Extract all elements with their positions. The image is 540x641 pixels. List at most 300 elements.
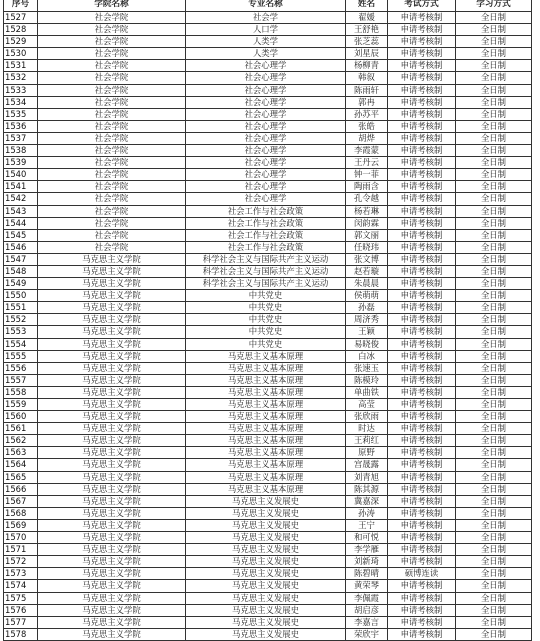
cell-no: 1578 [4, 628, 38, 640]
cell-no: 1570 [4, 532, 38, 544]
cell-name: 李学雁 [346, 544, 388, 556]
table-row [4, 48, 532, 60]
cell-study-type: 全日制 [456, 36, 532, 48]
cell-major: 社会心理学 [186, 157, 346, 169]
cell-name: 黄荣琴 [346, 580, 388, 592]
cell-college: 马克思主义学院 [38, 290, 186, 302]
table-row [4, 628, 532, 640]
cell-study-type: 全日制 [456, 314, 532, 326]
cell-name: 郭文丽 [346, 229, 388, 241]
cell-no: 1564 [4, 459, 38, 471]
cell-major: 马克思主义基本原理 [186, 435, 346, 447]
cell-study-type: 全日制 [456, 72, 532, 84]
cell-exam-mode: 申请考核制 [388, 302, 456, 314]
cell-no: 1558 [4, 386, 38, 398]
cell-name: 周济秀 [346, 314, 388, 326]
cell-name: 陈其源 [346, 483, 388, 495]
cell-study-type: 全日制 [456, 628, 532, 640]
cell-major: 马克思主义发展史 [186, 507, 346, 519]
cell-college: 社会学院 [38, 108, 186, 120]
cell-college: 社会学院 [38, 12, 186, 24]
cell-study-type: 全日制 [456, 145, 532, 157]
cell-college: 马克思主义学院 [38, 604, 186, 616]
cell-college: 马克思主义学院 [38, 253, 186, 265]
cell-college: 马克思主义学院 [38, 592, 186, 604]
cell-no: 1538 [4, 145, 38, 157]
cell-exam-mode: 申请考核制 [388, 229, 456, 241]
cell-college: 社会学院 [38, 217, 186, 229]
cell-exam-mode: 申请考核制 [388, 350, 456, 362]
cell-name: 胡烨 [346, 132, 388, 144]
table-row [4, 350, 532, 362]
cell-exam-mode: 申请考核制 [388, 532, 456, 544]
cell-exam-mode: 申请考核制 [388, 314, 456, 326]
cell-major: 人口学 [186, 24, 346, 36]
cell-major: 马克思主义发展史 [186, 544, 346, 556]
cell-exam-mode: 申请考核制 [388, 181, 456, 193]
cell-exam-mode: 申请考核制 [388, 265, 456, 277]
cell-study-type: 全日制 [456, 241, 532, 253]
cell-exam-mode: 申请考核制 [388, 604, 456, 616]
cell-college: 社会学院 [38, 120, 186, 132]
cell-name: 赵若璇 [346, 265, 388, 277]
cell-study-type: 全日制 [456, 556, 532, 568]
cell-exam-mode: 申请考核制 [388, 544, 456, 556]
cell-no: 1553 [4, 326, 38, 338]
table-row [4, 217, 532, 229]
cell-name: 刘青旭 [346, 471, 388, 483]
cell-name: 陈模玲 [346, 374, 388, 386]
cell-no: 1568 [4, 507, 38, 519]
cell-exam-mode: 申请考核制 [388, 495, 456, 507]
cell-exam-mode: 申请考核制 [388, 193, 456, 205]
cell-name: 宫晟露 [346, 459, 388, 471]
cell-college: 马克思主义学院 [38, 544, 186, 556]
cell-no: 1537 [4, 132, 38, 144]
cell-study-type: 全日制 [456, 326, 532, 338]
cell-name: 孔令越 [346, 193, 388, 205]
table-row [4, 157, 532, 169]
cell-study-type: 全日制 [456, 592, 532, 604]
table-row [4, 205, 532, 217]
cell-college: 社会学院 [38, 96, 186, 108]
cell-name: 原野 [346, 447, 388, 459]
header-major: 专业名称 [186, 0, 346, 12]
cell-college: 社会学院 [38, 157, 186, 169]
cell-no: 1555 [4, 350, 38, 362]
cell-exam-mode: 申请考核制 [388, 519, 456, 531]
cell-exam-mode: 申请考核制 [388, 60, 456, 72]
cell-major: 马克思主义基本原理 [186, 423, 346, 435]
cell-name: 杨若琳 [346, 205, 388, 217]
cell-name: 孙苏平 [346, 108, 388, 120]
cell-major: 人类学 [186, 36, 346, 48]
cell-major: 马克思主义发展史 [186, 556, 346, 568]
cell-study-type: 全日制 [456, 96, 532, 108]
cell-name: 李嘉言 [346, 616, 388, 628]
cell-major: 社会心理学 [186, 60, 346, 72]
cell-no: 1571 [4, 544, 38, 556]
cell-major: 中共党史 [186, 326, 346, 338]
cell-exam-mode: 申请考核制 [388, 592, 456, 604]
cell-major: 马克思主义基本原理 [186, 459, 346, 471]
cell-college: 社会学院 [38, 241, 186, 253]
cell-study-type: 全日制 [456, 507, 532, 519]
cell-college: 马克思主义学院 [38, 628, 186, 640]
table-row [4, 193, 532, 205]
table-row [4, 290, 532, 302]
cell-major: 马克思主义发展史 [186, 532, 346, 544]
cell-exam-mode: 申请考核制 [388, 241, 456, 253]
cell-major: 马克思主义发展史 [186, 519, 346, 531]
cell-study-type: 全日制 [456, 12, 532, 24]
cell-exam-mode: 申请考核制 [388, 459, 456, 471]
cell-college: 社会学院 [38, 60, 186, 72]
cell-no: 1577 [4, 616, 38, 628]
cell-study-type: 全日制 [456, 205, 532, 217]
table-row [4, 423, 532, 435]
cell-college: 马克思主义学院 [38, 278, 186, 290]
cell-exam-mode: 申请考核制 [388, 108, 456, 120]
cell-college: 马克思主义学院 [38, 519, 186, 531]
cell-no: 1560 [4, 411, 38, 423]
cell-no: 1535 [4, 108, 38, 120]
table-row [4, 278, 532, 290]
cell-study-type: 全日制 [456, 24, 532, 36]
cell-exam-mode: 申请考核制 [388, 507, 456, 519]
cell-study-type: 全日制 [456, 193, 532, 205]
cell-no: 1576 [4, 604, 38, 616]
cell-major: 中共党史 [186, 314, 346, 326]
cell-name: 钟一菲 [346, 169, 388, 181]
cell-exam-mode: 申请考核制 [388, 374, 456, 386]
cell-no: 1527 [4, 12, 38, 24]
cell-no: 1563 [4, 447, 38, 459]
cell-exam-mode: 申请考核制 [388, 423, 456, 435]
cell-college: 社会学院 [38, 36, 186, 48]
table-header-row [4, 0, 532, 12]
cell-name: 荣欣宇 [346, 628, 388, 640]
cell-name: 闵韵霖 [346, 217, 388, 229]
cell-exam-mode: 申请考核制 [388, 169, 456, 181]
cell-college: 马克思主义学院 [38, 616, 186, 628]
cell-major: 社会心理学 [186, 120, 346, 132]
table-body [4, 12, 532, 641]
cell-name: 陶雨含 [346, 181, 388, 193]
cell-study-type: 全日制 [456, 108, 532, 120]
cell-exam-mode: 申请考核制 [388, 580, 456, 592]
table-row [4, 72, 532, 84]
cell-college: 社会学院 [38, 193, 186, 205]
cell-exam-mode: 申请考核制 [388, 471, 456, 483]
cell-major: 马克思主义基本原理 [186, 483, 346, 495]
cell-no: 1575 [4, 592, 38, 604]
cell-study-type: 全日制 [456, 278, 532, 290]
table-row [4, 265, 532, 277]
table-row [4, 145, 532, 157]
table-row [4, 84, 532, 96]
cell-no: 1534 [4, 96, 38, 108]
cell-no: 1545 [4, 229, 38, 241]
cell-name: 孙磊 [346, 302, 388, 314]
table-row [4, 229, 532, 241]
cell-major: 马克思主义基本原理 [186, 447, 346, 459]
table-row [4, 253, 532, 265]
cell-no: 1530 [4, 48, 38, 60]
cell-major: 社会心理学 [186, 132, 346, 144]
table-row [4, 108, 532, 120]
cell-college: 社会学院 [38, 169, 186, 181]
cell-study-type: 全日制 [456, 447, 532, 459]
cell-exam-mode: 申请考核制 [388, 278, 456, 290]
cell-study-type: 全日制 [456, 616, 532, 628]
cell-exam-mode: 申请考核制 [388, 84, 456, 96]
cell-college: 社会学院 [38, 145, 186, 157]
cell-college: 马克思主义学院 [38, 326, 186, 338]
cell-exam-mode: 申请考核制 [388, 616, 456, 628]
cell-major: 社会心理学 [186, 72, 346, 84]
cell-name: 王舒艳 [346, 24, 388, 36]
cell-name: 张皓 [346, 120, 388, 132]
table-row [4, 568, 532, 580]
table-row [4, 507, 532, 519]
cell-no: 1569 [4, 519, 38, 531]
cell-major: 马克思主义发展史 [186, 568, 346, 580]
table-row [4, 386, 532, 398]
cell-college: 社会学院 [38, 72, 186, 84]
cell-study-type: 全日制 [456, 483, 532, 495]
cell-no: 1531 [4, 60, 38, 72]
cell-major: 社会工作与社会政策 [186, 205, 346, 217]
cell-no: 1561 [4, 423, 38, 435]
cell-major: 社会工作与社会政策 [186, 217, 346, 229]
cell-exam-mode: 申请考核制 [388, 447, 456, 459]
table-row [4, 96, 532, 108]
cell-study-type: 全日制 [456, 84, 532, 96]
cell-college: 马克思主义学院 [38, 568, 186, 580]
table-row [4, 132, 532, 144]
cell-major: 社会心理学 [186, 108, 346, 120]
cell-college: 马克思主义学院 [38, 495, 186, 507]
cell-college: 马克思主义学院 [38, 580, 186, 592]
cell-exam-mode: 硕博连读 [388, 568, 456, 580]
table-row [4, 181, 532, 193]
cell-study-type: 全日制 [456, 435, 532, 447]
cell-name: 王莉红 [346, 435, 388, 447]
cell-no: 1548 [4, 265, 38, 277]
cell-study-type: 全日制 [456, 350, 532, 362]
cell-exam-mode: 申请考核制 [388, 145, 456, 157]
cell-major: 科学社会主义与国际共产主义运动 [186, 278, 346, 290]
cell-major: 马克思主义基本原理 [186, 411, 346, 423]
cell-exam-mode: 申请考核制 [388, 24, 456, 36]
cell-name: 侯萌萌 [346, 290, 388, 302]
table-row [4, 314, 532, 326]
cell-study-type: 全日制 [456, 60, 532, 72]
cell-no: 1556 [4, 362, 38, 374]
cell-college: 社会学院 [38, 181, 186, 193]
cell-major: 马克思主义发展史 [186, 616, 346, 628]
cell-study-type: 全日制 [456, 411, 532, 423]
cell-study-type: 全日制 [456, 217, 532, 229]
cell-name: 王丹云 [346, 157, 388, 169]
cell-college: 马克思主义学院 [38, 362, 186, 374]
cell-exam-mode: 申请考核制 [388, 36, 456, 48]
cell-no: 1539 [4, 157, 38, 169]
cell-major: 社会工作与社会政策 [186, 241, 346, 253]
cell-no: 1573 [4, 568, 38, 580]
table-row [4, 592, 532, 604]
cell-name: 张欣雨 [346, 411, 388, 423]
cell-no: 1562 [4, 435, 38, 447]
cell-major: 马克思主义基本原理 [186, 386, 346, 398]
table-row [4, 483, 532, 495]
cell-no: 1543 [4, 205, 38, 217]
cell-exam-mode: 申请考核制 [388, 338, 456, 350]
table-row [4, 338, 532, 350]
cell-name: 杨柳青 [346, 60, 388, 72]
table-row [4, 580, 532, 592]
cell-no: 1547 [4, 253, 38, 265]
table-row [4, 169, 532, 181]
cell-major: 马克思主义发展史 [186, 580, 346, 592]
cell-college: 马克思主义学院 [38, 399, 186, 411]
cell-no: 1528 [4, 24, 38, 36]
cell-study-type: 全日制 [456, 386, 532, 398]
cell-study-type: 全日制 [456, 362, 532, 374]
cell-exam-mode: 申请考核制 [388, 411, 456, 423]
cell-no: 1565 [4, 471, 38, 483]
cell-major: 社会学 [186, 12, 346, 24]
cell-major: 中共党史 [186, 290, 346, 302]
cell-name: 张芝蕊 [346, 36, 388, 48]
cell-no: 1549 [4, 278, 38, 290]
cell-no: 1551 [4, 302, 38, 314]
cell-study-type: 全日制 [456, 568, 532, 580]
cell-college: 社会学院 [38, 229, 186, 241]
table-row [4, 447, 532, 459]
cell-major: 社会工作与社会政策 [186, 229, 346, 241]
table-row [4, 459, 532, 471]
cell-exam-mode: 申请考核制 [388, 157, 456, 169]
cell-major: 社会心理学 [186, 193, 346, 205]
table-row [4, 532, 532, 544]
cell-name: 刘星辰 [346, 48, 388, 60]
cell-college: 马克思主义学院 [38, 423, 186, 435]
cell-college: 马克思主义学院 [38, 374, 186, 386]
cell-name: 白冰 [346, 350, 388, 362]
cell-name: 任晓玮 [346, 241, 388, 253]
cell-name: 和可悦 [346, 532, 388, 544]
cell-college: 马克思主义学院 [38, 447, 186, 459]
cell-college: 马克思主义学院 [38, 471, 186, 483]
cell-exam-mode: 申请考核制 [388, 556, 456, 568]
table-row [4, 374, 532, 386]
cell-college: 社会学院 [38, 132, 186, 144]
cell-no: 1550 [4, 290, 38, 302]
cell-name: 易晓俊 [346, 338, 388, 350]
cell-major: 马克思主义发展史 [186, 604, 346, 616]
cell-major: 中共党史 [186, 338, 346, 350]
table-row [4, 616, 532, 628]
cell-college: 马克思主义学院 [38, 435, 186, 447]
cell-no: 1574 [4, 580, 38, 592]
cell-name: 郭冉 [346, 96, 388, 108]
cell-college: 马克思主义学院 [38, 265, 186, 277]
cell-exam-mode: 申请考核制 [388, 362, 456, 374]
cell-major: 社会心理学 [186, 169, 346, 181]
cell-major: 马克思主义基本原理 [186, 471, 346, 483]
cell-no: 1541 [4, 181, 38, 193]
cell-exam-mode: 申请考核制 [388, 12, 456, 24]
cell-name: 王宁 [346, 519, 388, 531]
cell-college: 社会学院 [38, 84, 186, 96]
cell-study-type: 全日制 [456, 471, 532, 483]
table-row [4, 24, 532, 36]
cell-study-type: 全日制 [456, 120, 532, 132]
cell-no: 1572 [4, 556, 38, 568]
cell-exam-mode: 申请考核制 [388, 399, 456, 411]
cell-college: 马克思主义学院 [38, 459, 186, 471]
cell-study-type: 全日制 [456, 532, 532, 544]
cell-no: 1546 [4, 241, 38, 253]
cell-major: 马克思主义基本原理 [186, 350, 346, 362]
cell-study-type: 全日制 [456, 459, 532, 471]
cell-no: 1529 [4, 36, 38, 48]
cell-college: 马克思主义学院 [38, 386, 186, 398]
cell-exam-mode: 申请考核制 [388, 483, 456, 495]
cell-name: 陈雨轩 [346, 84, 388, 96]
cell-major: 马克思主义发展史 [186, 592, 346, 604]
cell-major: 社会心理学 [186, 145, 346, 157]
cell-name: 刘新琦 [346, 556, 388, 568]
cell-study-type: 全日制 [456, 604, 532, 616]
cell-name: 单曲铁 [346, 386, 388, 398]
cell-no: 1542 [4, 193, 38, 205]
cell-name: 胡启彦 [346, 604, 388, 616]
cell-no: 1532 [4, 72, 38, 84]
cell-major: 科学社会主义与国际共产主义运动 [186, 265, 346, 277]
cell-study-type: 全日制 [456, 544, 532, 556]
cell-college: 马克思主义学院 [38, 411, 186, 423]
cell-exam-mode: 申请考核制 [388, 96, 456, 108]
table-row [4, 241, 532, 253]
cell-study-type: 全日制 [456, 181, 532, 193]
cell-major: 社会心理学 [186, 181, 346, 193]
cell-major: 人类学 [186, 48, 346, 60]
cell-study-type: 全日制 [456, 265, 532, 277]
table-row [4, 604, 532, 616]
cell-college: 马克思主义学院 [38, 507, 186, 519]
cell-exam-mode: 申请考核制 [388, 435, 456, 447]
cell-name: 冀嘉深 [346, 495, 388, 507]
cell-major: 马克思主义发展史 [186, 628, 346, 640]
cell-name: 韩叙 [346, 72, 388, 84]
cell-exam-mode: 申请考核制 [388, 217, 456, 229]
cell-major: 科学社会主义与国际共产主义运动 [186, 253, 346, 265]
cell-exam-mode: 申请考核制 [388, 386, 456, 398]
table-row [4, 12, 532, 24]
cell-college: 马克思主义学院 [38, 483, 186, 495]
cell-exam-mode: 申请考核制 [388, 132, 456, 144]
cell-study-type: 全日制 [456, 290, 532, 302]
cell-exam-mode: 申请考核制 [388, 205, 456, 217]
header-no: 序号 [4, 0, 38, 12]
cell-name: 李佩霞 [346, 592, 388, 604]
cell-no: 1559 [4, 399, 38, 411]
cell-major: 中共党史 [186, 302, 346, 314]
table-row [4, 60, 532, 72]
